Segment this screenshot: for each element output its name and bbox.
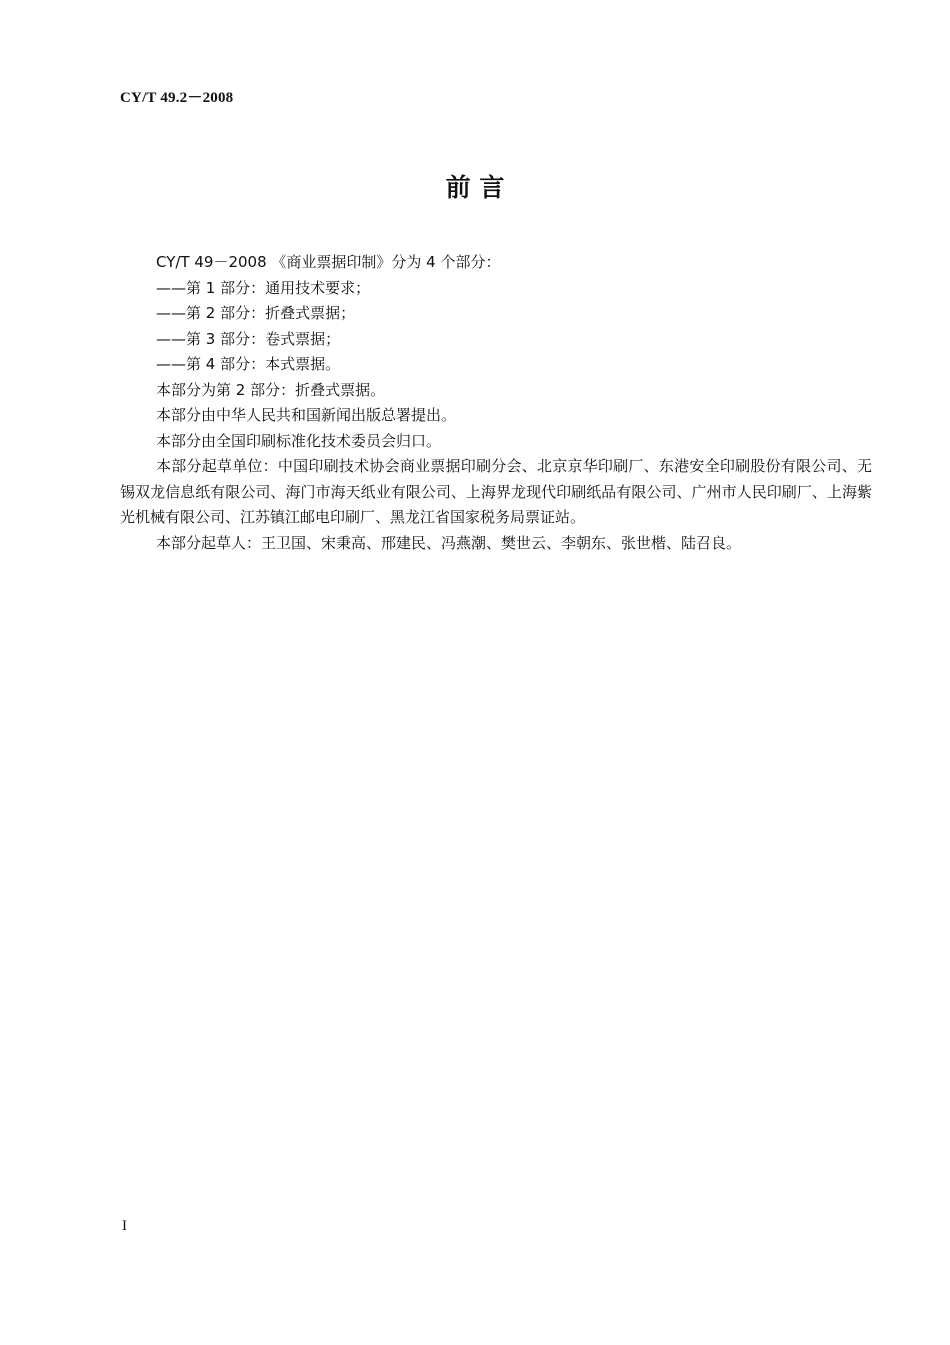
list-item-part-4: ——第 4 部分：本式票据。 bbox=[156, 355, 341, 373]
page-number: I bbox=[122, 1218, 127, 1234]
drafting-units-paragraph: 本部分起草单位：中国印刷技术协会商业票据印刷分会、北京京华印刷厂、东港安全印刷股份有限公司、无锡双龙信息纸有限公司、海门市海天纸业有限公司、上海界龙现代印刷纸品有限公司、广州市人民印刷厂、上海紫光机械有限公司、江苏镇江邮电印刷厂、黑龙江省国家税务局票证站。 bbox=[120, 457, 872, 526]
proposed-by-paragraph: 本部分由中华人民共和国新闻出版总署提出。 bbox=[156, 406, 457, 424]
this-part-paragraph: 本部分为第 2 部分：折叠式票据。 bbox=[156, 380, 386, 399]
foreword-body bbox=[120, 250, 872, 556]
list-item-part-2: ——第 2 部分：折叠式票据； bbox=[156, 304, 356, 322]
page-title: 前 言 bbox=[445, 173, 505, 202]
standard-code: CY/T 49.2－2008 bbox=[120, 90, 234, 106]
intro-paragraph: CY/T 49－2008 《商业票据印制》分为 4 个部分： bbox=[156, 253, 501, 271]
centralized-by-paragraph: 本部分由全国印刷标准化技术委员会归口。 bbox=[156, 431, 442, 450]
list-item-part-3: ——第 3 部分：卷式票据； bbox=[156, 329, 341, 348]
list-item-part-1: ——第 1 部分：通用技术要求； bbox=[156, 278, 371, 297]
drafters-paragraph: 本部分起草人：王卫国、宋秉高、邢建民、冯燕潮、樊世云、李朝东、张世楷、陆召良。 bbox=[156, 533, 742, 552]
